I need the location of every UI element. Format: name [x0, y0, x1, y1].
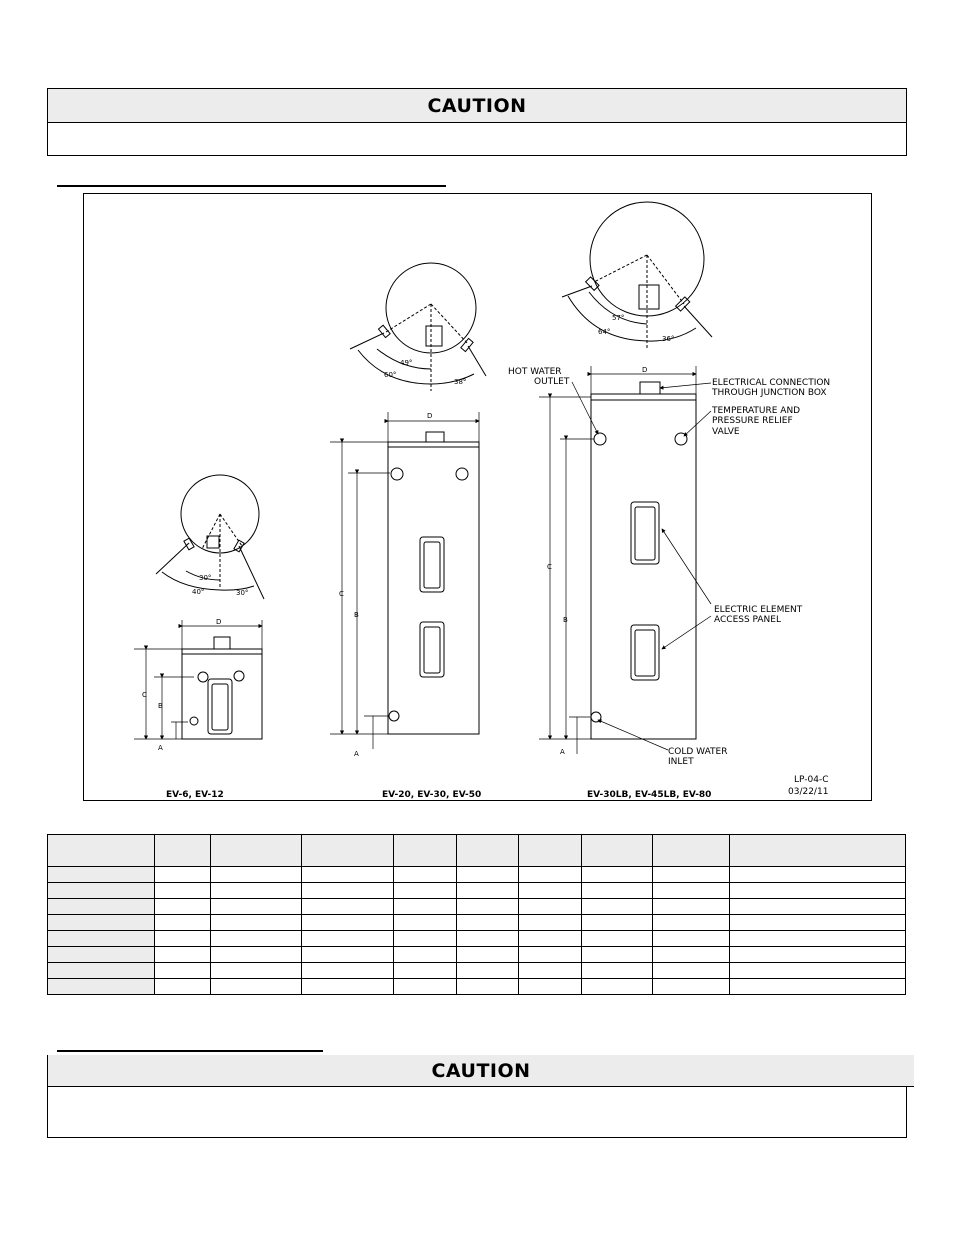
callout-element-1: ELECTRIC ELEMENT: [714, 605, 803, 615]
dim-b-medium: B: [354, 611, 359, 619]
table-cell: [302, 915, 394, 931]
angle-small-3: 30°: [236, 589, 249, 597]
table-cell: [730, 931, 906, 947]
table-cell: [582, 883, 653, 899]
caution-box-top: [47, 88, 907, 156]
table-cell: [457, 915, 519, 931]
table-cell: [457, 883, 519, 899]
table-cell: [394, 883, 457, 899]
drawing-number: LP-04-C: [794, 775, 829, 785]
table-cell: [582, 931, 653, 947]
table-cell: [730, 979, 906, 995]
table-cell: [155, 915, 211, 931]
table-cell: [519, 931, 582, 947]
dim-d-large: D: [642, 366, 648, 374]
table-cell: [653, 867, 730, 883]
callout-electrical-1: ELECTRICAL CONNECTION: [712, 378, 831, 388]
table-cell: [653, 931, 730, 947]
table-cell: [302, 899, 394, 915]
table-cell: [730, 899, 906, 915]
table-cell: [394, 867, 457, 883]
table-cell: [211, 931, 302, 947]
table-cell: [48, 899, 155, 915]
table-cell: [582, 867, 653, 883]
table-cell: [48, 867, 155, 883]
table-cell: [155, 883, 211, 899]
table-cell: [302, 979, 394, 995]
table-cell: [457, 979, 519, 995]
table-cell: [730, 883, 906, 899]
callout-hot-water-outlet-2: OUTLET: [534, 377, 570, 387]
table-cell: [519, 899, 582, 915]
table-cell: [582, 835, 653, 867]
table-cell: [211, 915, 302, 931]
table-cell: [48, 883, 155, 899]
table-cell: [302, 883, 394, 899]
table-cell: [457, 899, 519, 915]
table-cell: [155, 931, 211, 947]
section-heading-rule: [57, 185, 446, 187]
table-cell: [457, 963, 519, 979]
table-cell: [211, 867, 302, 883]
table-cell: [457, 835, 519, 867]
table-body: [48, 835, 906, 995]
table-cell: [211, 963, 302, 979]
table-cell: [653, 947, 730, 963]
table-cell: [48, 979, 155, 995]
table-cell: [519, 883, 582, 899]
drawing-svg: [84, 194, 873, 802]
dim-d-medium: D: [427, 412, 433, 420]
table-cell: [519, 947, 582, 963]
angle-large-1: 57°: [612, 314, 625, 322]
table-cell: [302, 835, 394, 867]
table-cell: [519, 979, 582, 995]
table-cell: [730, 835, 906, 867]
table-cell: [653, 835, 730, 867]
angle-medium-1: 49°: [400, 359, 413, 367]
table-cell: [457, 947, 519, 963]
callout-tp-valve-2: PRESSURE RELIEF: [712, 416, 793, 426]
table-header-row: [48, 835, 906, 867]
angle-large-3: 36°: [662, 335, 675, 343]
model-label-small: EV-6, EV-12: [166, 790, 224, 800]
caution-box-bottom: [47, 1055, 907, 1138]
table-cell: [394, 963, 457, 979]
table-cell: [48, 931, 155, 947]
caution-body: [48, 1087, 906, 1095]
callout-tp-valve-3: VALVE: [712, 427, 740, 437]
section-heading-rule-2: [57, 1050, 323, 1052]
callout-electrical-2: THROUGH JUNCTION BOX: [712, 388, 827, 398]
table-cell: [155, 979, 211, 995]
model-label-medium: EV-20, EV-30, EV-50: [382, 790, 482, 800]
table-row: [48, 883, 906, 899]
table-row: [48, 899, 906, 915]
table-cell: [155, 835, 211, 867]
caution-title: CAUTION: [48, 1055, 914, 1087]
small-heater-front-view: [134, 620, 262, 739]
model-label-large: EV-30LB, EV-45LB, EV-80: [587, 790, 712, 800]
dim-c-small: C: [142, 691, 147, 699]
table-cell: [394, 915, 457, 931]
dim-c-large: C: [547, 563, 552, 571]
callout-cold-water-1: COLD WATER: [668, 747, 728, 757]
dim-b-small: B: [158, 702, 163, 710]
table-cell: [211, 883, 302, 899]
table-cell: [730, 915, 906, 931]
callout-hot-water-outlet-1: HOT WATER: [508, 367, 562, 377]
large-heater-top-view: [562, 202, 712, 349]
table-cell: [155, 899, 211, 915]
dim-d-small: D: [216, 618, 222, 626]
table-cell: [519, 963, 582, 979]
drawing-date: 03/22/11: [788, 787, 829, 797]
caution-body: [48, 123, 906, 131]
dim-a-large: A: [560, 748, 565, 756]
table-cell: [457, 931, 519, 947]
table-row: [48, 947, 906, 963]
table-cell: [394, 931, 457, 947]
medium-heater-top-view: [350, 263, 486, 391]
table-cell: [302, 963, 394, 979]
table-cell: [48, 915, 155, 931]
table-cell: [211, 947, 302, 963]
table-cell: [519, 835, 582, 867]
table-cell: [653, 979, 730, 995]
angle-medium-2: 60°: [384, 371, 397, 379]
table-cell: [394, 835, 457, 867]
table-cell: [302, 947, 394, 963]
table-cell: [394, 947, 457, 963]
table-cell: [48, 947, 155, 963]
table-cell: [211, 979, 302, 995]
table-cell: [582, 979, 653, 995]
dim-c-medium: C: [339, 590, 344, 598]
table-row: [48, 867, 906, 883]
angle-small-1: 30°: [199, 574, 212, 582]
dimensions-table: [47, 834, 906, 995]
dim-a-small: A: [158, 744, 163, 752]
medium-heater-front-view: [330, 412, 479, 749]
table-cell: [394, 899, 457, 915]
table-cell: [394, 979, 457, 995]
table-cell: [730, 947, 906, 963]
table-row: [48, 963, 906, 979]
table-cell: [653, 899, 730, 915]
table-cell: [653, 883, 730, 899]
table-cell: [519, 915, 582, 931]
angle-small-2: 40°: [192, 588, 205, 596]
table-cell: [730, 867, 906, 883]
table-cell: [653, 915, 730, 931]
table-row: [48, 931, 906, 947]
table-cell: [155, 963, 211, 979]
dimension-drawing: [83, 193, 872, 801]
angle-medium-3: 38°: [454, 378, 467, 386]
table-cell: [582, 963, 653, 979]
table-cell: [582, 947, 653, 963]
large-heater-front-view: [539, 366, 711, 754]
table-cell: [457, 867, 519, 883]
table-cell: [155, 867, 211, 883]
table-cell: [48, 963, 155, 979]
table-cell: [302, 931, 394, 947]
dim-b-large: B: [563, 616, 568, 624]
table-cell: [582, 899, 653, 915]
table-cell: [519, 867, 582, 883]
table-cell: [582, 915, 653, 931]
table-cell: [155, 947, 211, 963]
table-row: [48, 915, 906, 931]
callout-element-2: ACCESS PANEL: [714, 615, 781, 625]
callout-tp-valve-1: TEMPERATURE AND: [712, 406, 801, 416]
caution-title: CAUTION: [48, 89, 906, 123]
table-cell: [211, 835, 302, 867]
callout-cold-water-2: INLET: [668, 757, 694, 767]
table-cell: [211, 899, 302, 915]
dim-a-medium: A: [354, 750, 359, 758]
table-cell: [730, 963, 906, 979]
table-cell: [653, 963, 730, 979]
table-cell: [302, 867, 394, 883]
angle-large-2: 64°: [598, 328, 611, 336]
table-cell: [48, 835, 155, 867]
table-row: [48, 979, 906, 995]
